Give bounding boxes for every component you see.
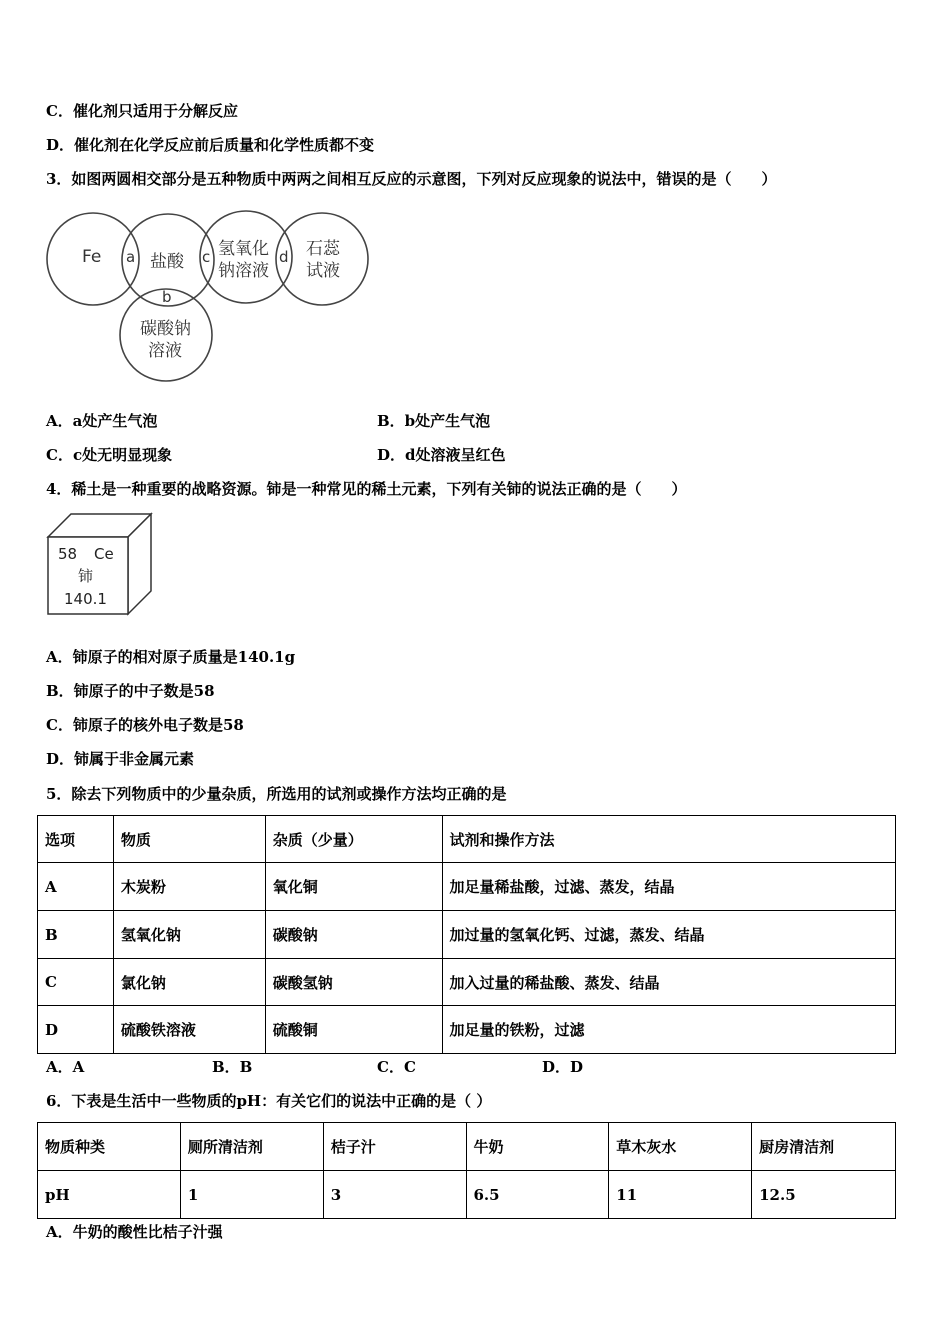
element-symbol: Ce <box>94 545 114 563</box>
q3-stem: 3．如图两圆相交部分是五种物质中两两之间相互反应的示意图，下列对反应现象的说法中，错误的是（ ） <box>46 170 777 188</box>
cerium-element-card <box>44 510 156 618</box>
header-cell: 草木灰水 <box>609 1123 752 1171</box>
q5-stem: 5．除去下列物质中的少量杂质，所选用的试剂或操作方法均正确的是 <box>46 785 507 803</box>
table-cell: 加过量的氢氧化钙、过滤，蒸发、结晶 <box>442 911 896 959</box>
q3-option-a: A．a处产生气泡 <box>46 412 158 430</box>
header-cell: 厨房清洁剂 <box>752 1123 896 1171</box>
q6-option-a: A．牛奶的酸性比桔子汁强 <box>46 1223 223 1241</box>
table-header-row <box>38 1123 896 1171</box>
table-header-row <box>38 816 896 863</box>
q3-circle-diagram <box>40 200 380 390</box>
litmus-label-2: 试液 <box>306 261 340 281</box>
litmus-label-1: 石蕊 <box>306 239 340 259</box>
header-cell: 物质 <box>113 816 265 863</box>
table-cell: B <box>38 911 114 959</box>
table-cell: 加足量的铁粉，过滤 <box>442 1006 896 1054</box>
intersection-a: a <box>126 248 136 266</box>
header-cell: 试剂和操作方法 <box>442 816 896 863</box>
header-cell: 选项 <box>38 816 114 863</box>
table-cell: 12.5 <box>752 1171 896 1219</box>
q5-option-a: A．A <box>46 1058 85 1076</box>
table-cell: C <box>38 959 114 1006</box>
header-cell: 物质种类 <box>38 1123 181 1171</box>
q3-option-b: B．b处产生气泡 <box>377 412 491 430</box>
table-row <box>38 863 896 911</box>
table-cell: pH <box>38 1171 181 1219</box>
table-row <box>38 911 896 959</box>
atomic-mass: 140.1 <box>64 590 107 608</box>
table-cell: 1 <box>180 1171 323 1219</box>
table-cell: 3 <box>323 1171 466 1219</box>
table-cell: 氢氧化钠 <box>113 911 265 959</box>
q4-option-a: A．铈原子的相对原子质量是140.1g <box>46 648 296 666</box>
table-row <box>38 1171 896 1219</box>
table-cell: 加足量稀盐酸，过滤、蒸发，结晶 <box>442 863 896 911</box>
intersection-d: d <box>279 248 289 266</box>
table-cell: 硫酸铁溶液 <box>113 1006 265 1054</box>
q4-option-b: B．铈原子的中子数是58 <box>46 682 215 700</box>
table-cell: A <box>38 863 114 911</box>
intersection-b: b <box>162 288 172 306</box>
acid-label: 盐酸 <box>150 252 184 272</box>
litmus-circle <box>276 213 368 305</box>
naoh-label-1: 氢氧化 <box>218 239 269 259</box>
table-cell: 6.5 <box>466 1171 609 1219</box>
intersection-c: c <box>202 248 211 266</box>
q4-option-d: D．铈属于非金属元素 <box>46 750 195 768</box>
table-cell: 氧化铜 <box>265 863 442 911</box>
table-cell: 木炭粉 <box>113 863 265 911</box>
header-cell: 桔子汁 <box>323 1123 466 1171</box>
q2-option-d: D．催化剂在化学反应前后质量和化学性质都不变 <box>46 136 375 154</box>
carbonate-label-1: 碳酸钠 <box>140 319 191 339</box>
table-row <box>38 959 896 1006</box>
q4-option-c: C．铈原子的核外电子数是58 <box>46 716 244 734</box>
element-name: 铈 <box>78 567 94 585</box>
q6-ph-table <box>37 1122 896 1219</box>
header-cell: 厕所清洁剂 <box>180 1123 323 1171</box>
fe-label: Fe <box>82 247 102 267</box>
atomic-number: 58 <box>58 545 78 563</box>
table-row <box>38 1006 896 1054</box>
q2-option-c: C．催化剂只适用于分解反应 <box>46 102 238 120</box>
table-cell: 氯化钠 <box>113 959 265 1006</box>
carbonate-label-2: 溶液 <box>148 341 182 361</box>
naoh-label-2: 钠溶液 <box>218 261 269 281</box>
q5-option-b: B．B <box>212 1058 253 1076</box>
q3-option-d: D．d处溶液呈红色 <box>377 446 506 464</box>
table-cell: 碳酸氢钠 <box>265 959 442 1006</box>
q5-option-d: D．D <box>542 1058 584 1076</box>
header-cell: 牛奶 <box>466 1123 609 1171</box>
table-cell: 11 <box>609 1171 752 1219</box>
q4-stem: 4．稀土是一种重要的战略资源。铈是一种常见的稀土元素，下列有关铈的说法正确的是（ ） <box>46 480 687 498</box>
table-cell: 加入过量的稀盐酸、蒸发、结晶 <box>442 959 896 1006</box>
q3-option-c: C．c处无明显现象 <box>46 446 173 464</box>
table-cell: 硫酸铜 <box>265 1006 442 1054</box>
q6-stem: 6．下表是生活中一些物质的pH：有关它们的说法中正确的是（ ） <box>46 1092 492 1110</box>
table-cell: D <box>38 1006 114 1054</box>
q5-option-c: C．C <box>377 1058 416 1076</box>
header-cell: 杂质（少量） <box>265 816 442 863</box>
table-cell: 碳酸钠 <box>265 911 442 959</box>
q5-impurity-table <box>37 815 896 1054</box>
